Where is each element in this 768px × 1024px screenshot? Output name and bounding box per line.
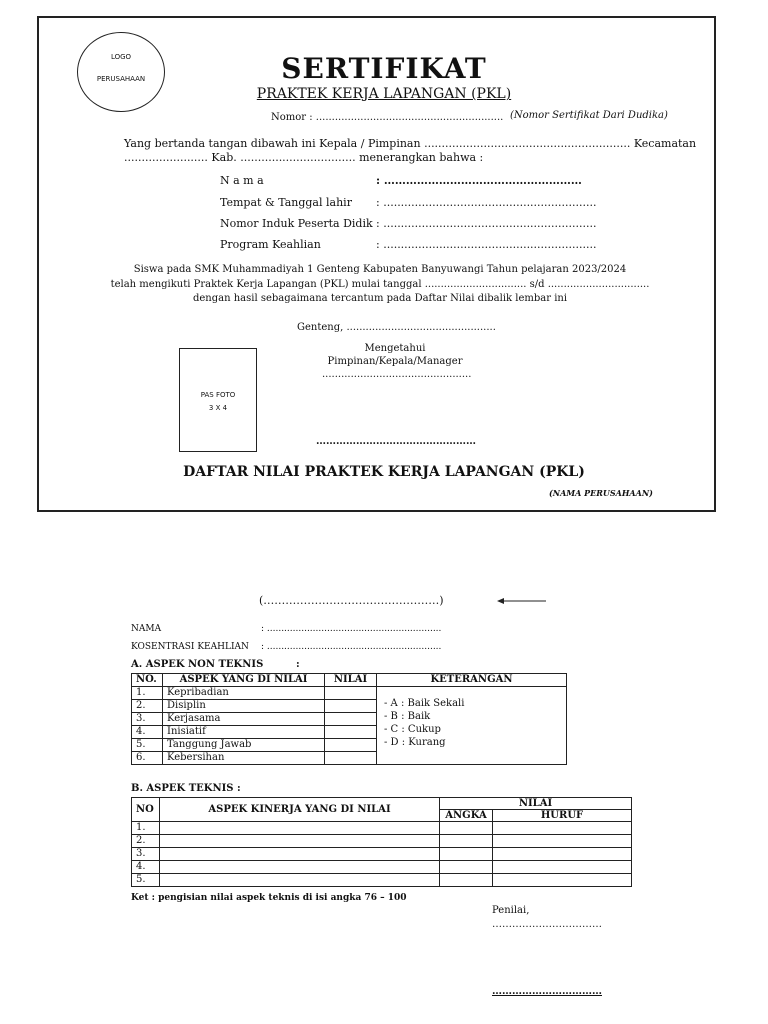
row-angka-cell[interactable] [440, 874, 493, 887]
table-row [132, 687, 567, 700]
position-dots: ............................................... [322, 369, 472, 380]
row-no: 3. [132, 713, 163, 726]
row-no: 1. [132, 687, 163, 700]
table-row [132, 861, 632, 874]
field-label-ttl: Tempat & Tanggal lahir [220, 196, 352, 209]
row-no: 5. [132, 874, 160, 887]
photo-label-line2: 3 X 4 [208, 404, 228, 412]
statement-line-1: Siswa pada SMK Muhammadiyah 1 Genteng Kabupaten Banyuwangi Tahun pelajaran 2023/2024 [133, 264, 627, 275]
row-aspek: Disiplin [163, 700, 325, 713]
row-nilai-cell[interactable] [325, 726, 377, 739]
row-aspek-cell[interactable] [160, 874, 440, 887]
legend-item: - A : Baik Sekali [384, 698, 465, 709]
row-huruf-cell[interactable] [493, 822, 632, 835]
certificate-number-field: Nomor : ........................................................... [271, 112, 504, 123]
arrow-left-icon [497, 596, 547, 606]
col-header-no: NO. [132, 674, 163, 687]
legend-item: - D : Kurang [384, 737, 446, 748]
row-no: 4. [132, 726, 163, 739]
row-angka-cell[interactable] [440, 822, 493, 835]
row-aspek-cell[interactable] [160, 848, 440, 861]
nama-label: NAMA [131, 624, 162, 634]
row-aspek: Inisiatif [163, 726, 325, 739]
position-label: Pimpinan/Kepala/Manager [327, 356, 463, 367]
table-non-teknis [131, 673, 567, 765]
signature-line: ………………………………………… [316, 436, 476, 447]
section-a-colon: : [296, 659, 300, 670]
table-row [132, 835, 632, 848]
field-value-nipd: : ............................................................. [376, 217, 597, 230]
konsentrasi-label: KOSENTRASI KEAHLIAN [131, 642, 249, 652]
row-huruf-cell[interactable] [493, 835, 632, 848]
legend-item: - C : Cukup [384, 724, 441, 735]
col-header-no: NO [132, 798, 160, 822]
row-nilai-cell[interactable] [325, 752, 377, 765]
field-value-nama: : ……………………………………………… [376, 174, 582, 187]
sheet-header: (…………………………………………) [259, 594, 444, 607]
field-value-program: : ............................................................. [376, 238, 597, 251]
certificate-number-note: (Nomor Sertifikat Dari Dudika) [510, 110, 668, 121]
col-header-aspek: ASPEK YANG DI NILAI [163, 674, 325, 687]
keterangan-legend [377, 687, 567, 765]
row-no: 5. [132, 739, 163, 752]
field-label-nipd: Nomor Induk Peserta Didik [220, 217, 373, 230]
place-date: Genteng, ............................................... [297, 322, 496, 333]
col-header-nilai: NILAI [325, 674, 377, 687]
table-teknis [131, 797, 632, 887]
statement-line-2: telah mengikuti Praktek Kerja Lapangan (PKL) mulai tanggal ................................ s/d ................................ [110, 279, 650, 290]
row-aspek: Kerjasama [163, 713, 325, 726]
table-header-row [132, 798, 632, 810]
penilai-label: Penilai, [492, 905, 530, 916]
row-no: 4. [132, 861, 160, 874]
row-huruf-cell[interactable] [493, 861, 632, 874]
row-no: 1. [132, 822, 160, 835]
legend-item: - B : Baik [384, 711, 431, 722]
field-label-nama: N a m a [220, 174, 264, 187]
intro-line-2: ........................ Kab. ................................. menerangkan bahwa : [124, 151, 484, 164]
certificate-subtitle: PRAKTEK KERJA LAPANGAN (PKL) [256, 86, 512, 102]
col-header-aspek-kinerja: ASPEK KINERJA YANG DI NILAI [160, 798, 440, 822]
certificate-title: SERTIFIKAT [281, 52, 487, 85]
row-aspek: Kebersihan [163, 752, 325, 765]
teknis-note: Ket : pengisian nilai aspek teknis di isi angka 76 – 100 [131, 893, 407, 903]
row-nilai-cell[interactable] [325, 713, 377, 726]
intro-line-1: Yang bertanda tangan dibawah ini Kepala / Pimpinan ........................................................... Kecamatan [124, 137, 697, 150]
row-angka-cell[interactable] [440, 848, 493, 861]
row-aspek: Kepribadian [163, 687, 325, 700]
nama-value: : ............................................................. [261, 624, 442, 634]
table-row [132, 822, 632, 835]
col-header-nilai: NILAI [440, 798, 632, 810]
company-name-note: (NAMA PERUSAHAAN) [549, 488, 653, 498]
table-row [132, 848, 632, 861]
row-huruf-cell[interactable] [493, 874, 632, 887]
row-nilai-cell[interactable] [325, 700, 377, 713]
konsentrasi-value: : ............................................................. [261, 642, 442, 652]
penilai-signature-line: …………………………… [492, 986, 602, 997]
penilai-dots: …………………………… [492, 919, 602, 930]
section-b-title: B. ASPEK TEKNIS : [131, 783, 241, 794]
photo-label-line1: PAS FOTO [200, 391, 236, 399]
row-aspek: Tanggung Jawab [163, 739, 325, 752]
mengetahui-label: Mengetahui [364, 343, 426, 354]
row-nilai-cell[interactable] [325, 687, 377, 700]
row-no: 2. [132, 700, 163, 713]
row-no: 3. [132, 848, 160, 861]
row-huruf-cell[interactable] [493, 848, 632, 861]
row-angka-cell[interactable] [440, 861, 493, 874]
row-no: 6. [132, 752, 163, 765]
row-aspek-cell[interactable] [160, 822, 440, 835]
col-header-keterangan: KETERANGAN [377, 674, 567, 687]
pas-foto-box [179, 348, 257, 452]
table-row [132, 874, 632, 887]
statement-line-3: dengan hasil sebagaimana tercantum pada Daftar Nilai dibalik lembar ini [192, 293, 568, 304]
row-angka-cell[interactable] [440, 835, 493, 848]
table-header-row [132, 674, 567, 687]
col-header-angka: ANGKA [440, 810, 493, 822]
row-aspek-cell[interactable] [160, 861, 440, 874]
row-aspek-cell[interactable] [160, 835, 440, 848]
row-nilai-cell[interactable] [325, 739, 377, 752]
score-list-title: DAFTAR NILAI PRAKTEK KERJA LAPANGAN (PKL) [183, 464, 585, 480]
field-label-program: Program Keahlian [220, 238, 321, 251]
logo-text-line2: PERUSAHAAN [96, 75, 146, 83]
row-no: 2. [132, 835, 160, 848]
field-value-ttl: : ............................................................. [376, 196, 597, 209]
logo-text-line1: LOGO [110, 53, 132, 61]
section-a-title: A. ASPEK NON TEKNIS [131, 659, 264, 670]
col-header-huruf: HURUF [493, 810, 632, 822]
